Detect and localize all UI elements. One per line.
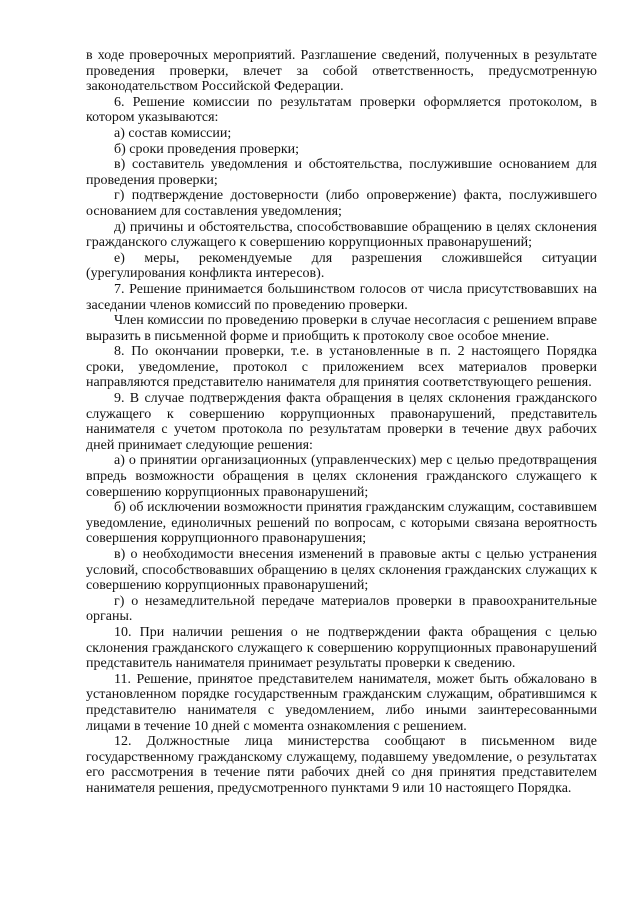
paragraph-item-10: 10. При наличии решения о не подтверждении факта обращения с целью склонения гражданского служащего к совершению коррупционных правонарушений представитель нанимателя принимает результаты проверки к сведению. (86, 624, 597, 672)
paragraph-subitem-d: д) причины и обстоятельства, способствовавшие обращению в целях склонения гражданского служащего к совершению коррупционных правонарушений; (86, 219, 597, 251)
paragraph-subitem-e: е) меры, рекомендуемые для разрешения сложившейся ситуации (урегулирования конфликта интересов). (86, 250, 597, 282)
paragraph-item-7: 7. Решение принимается большинством голосов от числа присутствовавших на заседании членов комиссий по проведению проверки. (86, 281, 597, 313)
paragraph-subitem-b: б) сроки проведения проверки; (114, 141, 300, 157)
paragraph-subitem-v: в) составитель уведомления и обстоятельства, послужившие основанием для проведения проверки; (86, 157, 597, 188)
paragraph-item-9-g: г) о незамедлительной передаче материалов проверки в правоохранительные органы. (86, 593, 597, 625)
paragraph-item-7-note: Член комиссии по проведению проверки в случае несогласия с решением вправе выразить в письменной форме и приобщить к протоколу свое особое мнение. (86, 313, 597, 344)
paragraph-item-11: 11. Решение, принятое представителем нанимателя, может быть обжаловано в установленном порядке государственным гражданским служащим, обратившимся к представителю нанимателя с уведомлением, либо иными заинтересованными лицами в течение 10 дней с момента ознакомления с решением. (86, 671, 597, 734)
paragraph-item-12: 12. Должностные лица министерства сообщают в письменном виде государственному гражданскому служащему, подавшему уведомление, о результатах его рассмотрения в течение пяти рабочих дней со дня принятия представителем нанимателя решения, предусмотренного пунктами 9 или 10 настоящего Порядка. (86, 734, 597, 796)
paragraph-subitem-a: а) состав комиссии; (114, 125, 232, 141)
paragraph-item-9-v: в) о необходимости внесения изменений в правовые акты с целью устранения условий, способствовавших обращению в целях склонения гражданских служащих к совершению коррупционных правонарушений; (86, 547, 597, 594)
paragraph-item-9-b: б) об исключении возможности принятия гражданским служащим, составившем уведомление, единоличных решений по вопросам, с которыми связана вероятность совершения коррупционного правонарушения; (86, 500, 597, 547)
paragraph-subitem-g: г) подтверждение достоверности (либо опровержение) факта, послужившего основанием для составления уведомления; (86, 188, 597, 219)
paragraph-item-9-a: а) о принятии организационных (управленческих) мер с целью предотвращения впредь возможности обращения в целях склонения гражданского служащего к совершению коррупционных правонарушений; (86, 453, 597, 500)
paragraph-item-6: 6. Решение комиссии по результатам проверки оформляется протоколом, в котором указываются: (86, 94, 597, 126)
paragraph-item-8: 8. По окончании проверки, т.е. в установленные в п. 2 настоящего Порядка сроки, уведомление, протокол с приложением всех материалов проверки направляются представителю нанимателя для принятия соответствующего решения. (86, 344, 597, 391)
paragraph-item-9: 9. В случае подтверждения факта обращения в целях склонения гражданского служащего к совершению коррупционных правонарушений, представитель нанимателя с учетом протокола по результатам проверки в течение двух рабочих дней принимает следующие решения: (86, 391, 597, 453)
paragraph-continuation: в ходе проверочных мероприятий. Разглашение сведений, полученных в результате проведения проверки, влечет за собой ответственность, предусмотренную законодательством Российской Федерации. (86, 48, 597, 95)
document-page (86, 48, 597, 797)
